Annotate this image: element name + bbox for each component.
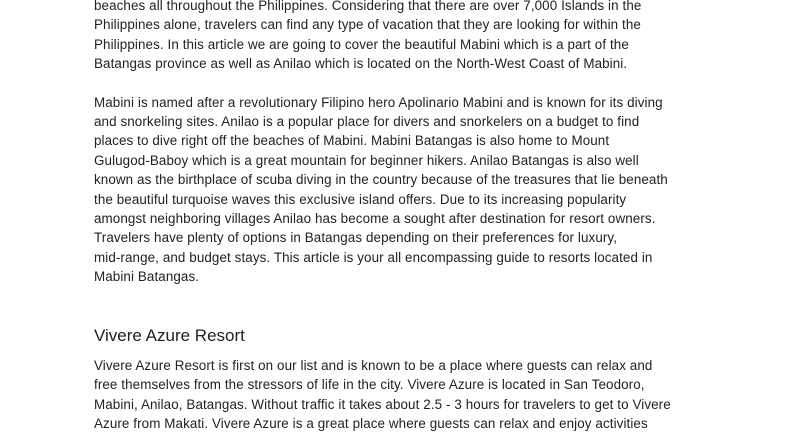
text-line: Philippines alone, travelers can find any type of vacation that they are looking for within the [94, 17, 641, 33]
article-body [94, 0, 714, 433]
text-line: amongst neighboring villages Anilao has become a sought after destination for resort owners. [94, 211, 656, 227]
text-line: Azure from Makati. Vivere Azure is a great place where guests can relax and enjoy activities [94, 415, 648, 431]
text-line: Mabini is named after a revolutionary Filipino hero Apolinario Mabini and is known for its diving [94, 94, 663, 110]
text-line: mid-range, and budget stays. This article is your all encompassing guide to resorts located in [94, 249, 653, 265]
text-line: Vivere Azure Resort is first on our list and is known to be a place where guests can relax and [94, 357, 653, 373]
text-line: places to dive right off the beaches of Mabini. Mabini Batangas is also home to Mount [94, 133, 610, 149]
mabini-paragraph [94, 93, 714, 287]
text-line: Philippines. In this article we are going to cover the beautiful Mabini which is a part of the [94, 36, 629, 52]
text-line: Batangas province as well as Anilao which is located on the North-West Coast of Mabini. [94, 56, 628, 72]
text-line: Travelers have plenty of options in Batangas depending on their preferences for luxury, [94, 230, 618, 246]
text-line: free themselves from the stressors of life in the city. Vivere Azure is located in San Teodoro, [94, 377, 645, 393]
text-line: known as the birthplace of scuba diving in the country because of the treasures that lie beneath [94, 172, 668, 188]
intro-paragraph [94, 0, 714, 74]
text-line: the beautiful turquoise waves this exclusive island offers. Due to its increasing popularity [94, 191, 627, 207]
text-line: Mabini Batangas. [94, 269, 200, 285]
vivere-paragraph [94, 356, 714, 433]
text-line: Gulugod-Baboy which is a great mountain for beginner hikers. Anilao Batangas is also well [94, 152, 639, 168]
text-line: Mabini, Anilao, Batangas. Without traffic it takes about 2.5 - 3 hours for travelers to get to Vivere [94, 396, 671, 412]
text-line: beaches all throughout the Philippines. Considering that there are over 7,000 Islands in the [94, 0, 642, 13]
section-heading: Vivere Azure Resort [94, 325, 245, 345]
text-line: and snorkeling sites. Anilao is a popular place for divers and snorkelers on a budget to find [94, 114, 640, 130]
